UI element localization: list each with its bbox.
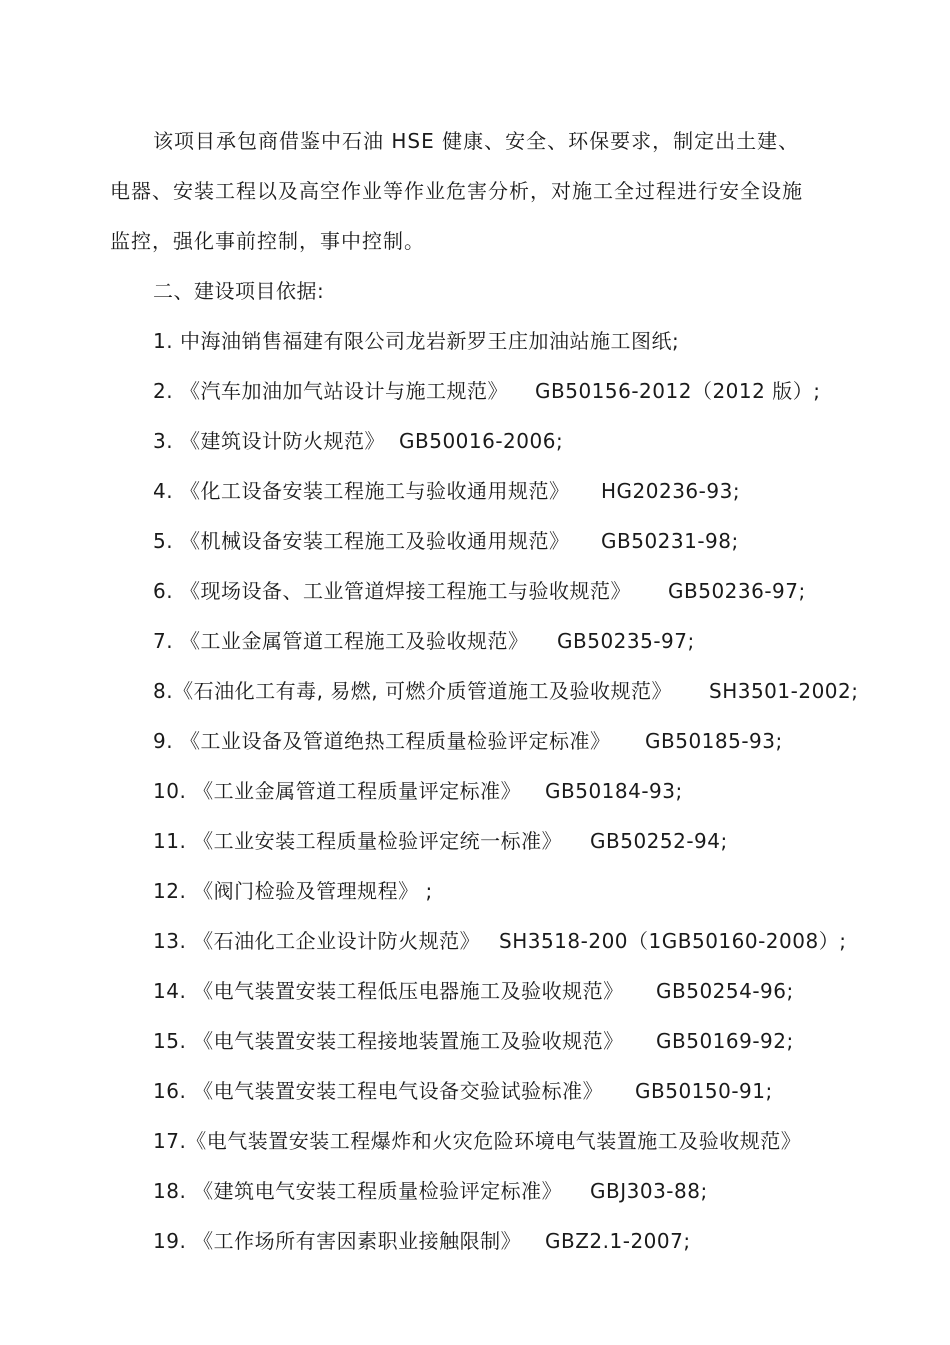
intro-line-3: 监控，强化事前控制，事中控制。: [110, 229, 425, 253]
reference-title: 10. 《工业金属管道工程质量评定标准》: [153, 779, 522, 803]
reference-title: 3. 《建筑设计防火规范》: [153, 429, 385, 453]
reference-title: 4. 《化工设备安装工程施工与验收通用规范》: [153, 479, 570, 503]
reference-title: 16. 《电气装置安装工程电气设备交验试验标准》: [153, 1079, 604, 1103]
section-heading: 二、建设项目依据:: [153, 279, 325, 303]
reference-item-7: [153, 628, 695, 654]
reference-code: HG20236-93;: [601, 479, 741, 503]
reference-title: 19. 《工作场所有害因素职业接触限制》: [153, 1229, 522, 1253]
reference-title: 12. 《阀门检验及管理规程》 ;: [153, 879, 433, 903]
reference-item-16: [153, 1078, 773, 1104]
reference-item-3: [153, 428, 564, 454]
reference-code: GBJ303-88;: [590, 1179, 708, 1203]
reference-title: 17.《电气装置安装工程爆炸和火灾危险环境电气装置施工及验收规范》: [153, 1129, 802, 1153]
reference-title: 18. 《建筑电气安装工程质量检验评定标准》: [153, 1179, 563, 1203]
reference-title: 6. 《现场设备、工业管道焊接工程施工与验收规范》: [153, 579, 631, 603]
reference-item-6: [153, 578, 806, 604]
reference-title: 2. 《汽车加油加气站设计与施工规范》: [153, 379, 508, 403]
intro-line-2: 电器、安装工程以及高空作业等作业危害分析，对施工全过程进行安全设施: [110, 179, 803, 203]
reference-code: GB50156-2012（2012 版）;: [535, 379, 821, 403]
reference-item-2: [153, 378, 821, 404]
reference-title: 1. 中海油销售福建有限公司龙岩新罗王庄加油站施工图纸;: [153, 329, 680, 353]
reference-title: 11. 《工业安装工程质量检验评定统一标准》: [153, 829, 563, 853]
reference-code: GB50185-93;: [645, 729, 783, 753]
reference-item-17: [153, 1128, 801, 1154]
reference-item-1: [153, 328, 679, 354]
reference-title: 9. 《工业设备及管道绝热工程质量检验评定标准》: [153, 729, 611, 753]
intro-line-1: 该项目承包商借鉴中石油 HSE 健康、安全、环保要求，制定出土建、: [153, 129, 800, 153]
reference-code: GB50150-91;: [635, 1079, 773, 1103]
reference-code: GB50231-98;: [601, 529, 739, 553]
reference-item-8: [153, 678, 859, 704]
reference-item-9: [153, 728, 783, 754]
reference-item-15: [153, 1028, 794, 1054]
reference-code: GB50169-92;: [656, 1029, 794, 1053]
reference-item-5: [153, 528, 739, 554]
reference-item-18: [153, 1178, 708, 1204]
reference-item-13: [153, 928, 847, 954]
reference-item-14: [153, 978, 794, 1004]
reference-code: GB50236-97;: [668, 579, 806, 603]
reference-item-19: [153, 1228, 691, 1254]
reference-code: GB50184-93;: [545, 779, 683, 803]
reference-title: 14. 《电气装置安装工程低压电器施工及验收规范》: [153, 979, 624, 1003]
reference-code: SH3518-200（1GB50160-2008）;: [499, 929, 847, 953]
reference-title: 13. 《石油化工企业设计防火规范》: [153, 929, 481, 953]
reference-code: GB50252-94;: [590, 829, 728, 853]
reference-code: GB50254-96;: [656, 979, 794, 1003]
reference-code: SH3501-2002;: [709, 679, 859, 703]
reference-title: 8.《石油化工有毒, 易燃, 可燃介质管道施工及验收规范》: [153, 679, 673, 703]
reference-code: GB50235-97;: [557, 629, 695, 653]
reference-code: GB50016-2006;: [399, 429, 564, 453]
reference-title: 7. 《工业金属管道工程施工及验收规范》: [153, 629, 529, 653]
reference-title: 15. 《电气装置安装工程接地装置施工及验收规范》: [153, 1029, 624, 1053]
reference-item-11: [153, 828, 728, 854]
reference-item-4: [153, 478, 741, 504]
reference-item-12: [153, 878, 433, 904]
reference-title: 5. 《机械设备安装工程施工及验收通用规范》: [153, 529, 570, 553]
reference-code: GBZ2.1-2007;: [545, 1229, 691, 1253]
reference-item-10: [153, 778, 683, 804]
